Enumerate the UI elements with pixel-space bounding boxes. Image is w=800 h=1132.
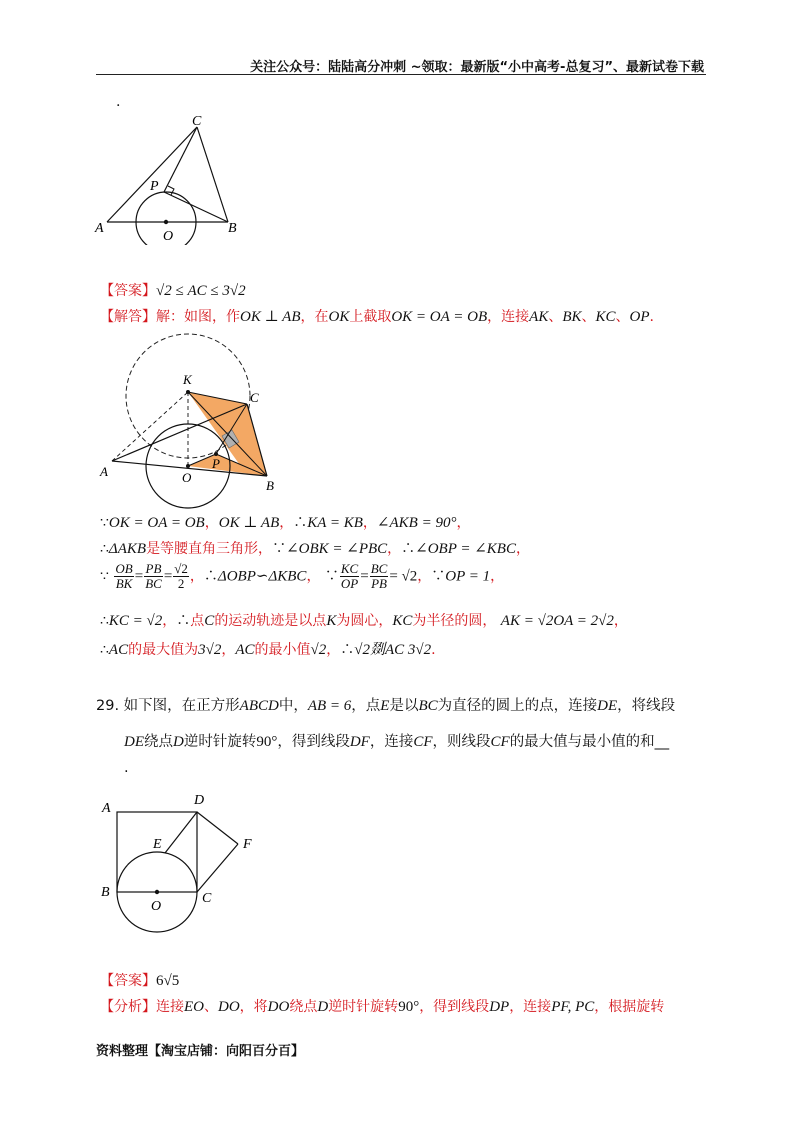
fig3-center-dot [155,890,159,894]
proof-l3-c1: ， [189,568,204,585]
proof-l4-kc: KC = √2 [108,613,163,629]
figure-2 [92,330,292,510]
fig3-label-f: F [243,837,252,852]
proof-l3-c4: ， [490,568,505,585]
proof-l3-because: ∵ [100,568,109,585]
solution-kc: KC [595,309,616,325]
proof-l1-therefore: ∴ [293,515,308,531]
proof-l5-ac: AC [108,642,129,658]
fig1-label-a: A [95,221,104,236]
answer-1-tag: 【答案】 [100,283,156,299]
proof-l3-eq3: = [360,568,369,585]
proof-l4-txt4: 为半径的圆， [412,613,497,629]
proof-l4-k: K [326,613,337,629]
proof-l4-ak: AK = √2OA = 2√2 [500,613,614,629]
proof-l5-therefore: ∴ [100,642,109,658]
fig1-segment-ac [107,127,197,222]
fig1-label-c: C [192,114,202,129]
figure-1 [90,110,260,245]
q29-de: DE [597,698,618,714]
proof-l2-ang2: ∠OBP = ∠KBC [415,541,516,557]
q29-line-2: DE绕点D逆时针旋转90°，得到线段DF，连接CF，则线段CF的最大值与最小值的和__ [124,734,670,750]
proof-l4-c1: ， [162,613,177,629]
fig3-label-e: E [153,837,162,852]
fig2-label-c: C [250,390,259,405]
fig2-label-p: P [212,456,220,471]
q29-bc: BC [418,698,438,714]
proof-l3-c3: ， [417,568,432,585]
proof-l2-therefore: ∴ [100,541,109,557]
solution-eq: OK = OA = OB [391,309,488,325]
proof-l1-angle: ∠AKB = 90° [376,515,457,531]
proof-line-5 [100,638,436,659]
proof-l3-because3: ∵ [431,568,446,585]
proof-l2-tri: ΔAKB [108,541,147,557]
q29-abcd: ABCD [239,698,279,714]
header-text: 关注公众号：陆陆高分冲刺 ~领取：最新版“小中高考-总复习”、最新试卷下载 [250,60,704,75]
proof-l1-c3: ， [362,515,377,531]
proof-l4-kc2: KC [392,613,413,629]
proof-l3-frac3: $\frac{√2}{2}$ [174,561,188,591]
proof-l4-txt2: 的运动轨迹是以点 [214,613,327,629]
analysis-pfpc: PF, PC [551,999,595,1015]
fig2-label-o: O [182,470,192,485]
proof-line-2 [100,538,530,558]
proof-l5-c2: ， [326,642,341,658]
fig1-center-dot [164,220,168,224]
fig3-label-o: O [151,899,162,914]
analysis-deg: 90° [398,999,420,1015]
proof-l1-perp: OK ⊥ AB [218,515,280,531]
proof-l3-frac5: $\frac{BC}{PB}$ [370,561,388,591]
q29-e: E [380,698,390,714]
fig2-point-k [186,390,190,394]
fig1-label-p: P [150,179,159,194]
analysis-do2: DO [267,999,290,1015]
analysis-eo: EO [184,999,204,1015]
solution-line [100,306,654,326]
proof-l5-v2: √2 [310,642,327,658]
proof-l3-op1: OP = 1 [445,568,491,585]
proof-l5-range: √2剟AC 3√2 [354,642,432,658]
header-rule [96,74,706,75]
q29-l2-deg: 90° [256,734,278,750]
answer-1 [100,280,246,300]
fig1-segment-bc [197,127,228,222]
top-dot: . [116,94,121,110]
solution-ok: OK [328,309,350,325]
fig1-segment-cp [164,127,197,192]
q29-ab: AB = 6 [307,698,352,714]
proof-l1-because: ∵ [100,515,109,531]
answer-2-tag: 【答案】 [100,973,156,989]
proof-l3-eq1: = [134,568,144,585]
analysis-d: D [317,999,329,1015]
proof-l2-because: ∵ [272,541,287,557]
solution-sep1: 、 [548,309,563,325]
proof-l1-eq: OK = OA = OB [108,515,205,531]
proof-line-1 [100,512,470,532]
proof-l5-txt2: 的最小值 [254,642,311,658]
q29-l2-de: DE [124,734,144,750]
solution-op: OP [629,309,650,325]
analysis-dp: DP [489,999,510,1015]
proof-l2-txt: 是等腰直角三角形， [146,541,273,557]
proof-line-4 [100,610,628,630]
proof-l3-sim: ΔOBP∽ΔKBC [217,568,307,585]
solution-bk: BK [562,309,582,325]
proof-l4-c: C [204,613,215,629]
proof-l1-ka: KA = KB [307,515,363,531]
fig3-segment-df [197,812,238,844]
proof-l4-txt3: 为圆心， [336,613,393,629]
analysis-line: 【分析】连接EO、DO，将DO绕点D逆时针旋转90°，得到线段DP，连接PF, PC，根据旋转 [100,999,665,1015]
fig3-label-b: B [101,885,110,900]
solution-intro: 解：如图，作 [156,309,240,325]
figure-3 [95,790,270,940]
footer-text: 资料整理【淘宝店铺：向阳百分百】 [96,1044,305,1059]
q29-l2-cf2: CF [490,734,510,750]
proof-l3-therefore: ∴ [203,568,218,585]
fig2-label-a: A [100,464,108,479]
fig1-label-b: B [228,221,237,236]
q29-l2-cf: CF [413,734,433,750]
q29-number: 29. [96,698,120,714]
fig3-segment-de [165,812,197,853]
proof-l5-end: . [431,642,436,658]
solution-sep2: 、 [581,309,596,325]
fig2-point-o [186,464,190,468]
solution-ak: AK [529,309,549,325]
proof-l1-c1: ， [204,515,219,531]
fig3-label-a: A [102,801,111,816]
proof-l3-frac4: $\frac{KC}{OP}$ [340,561,359,591]
fig3-segment-fc [197,844,238,892]
solution-ok-perp-ab: OK ⊥ AB [240,309,301,325]
q29-l2-df: DF [349,734,370,750]
proof-l1-c4: ， [456,515,471,531]
proof-l3-frac1: $\frac{OB}{BK}$ [115,561,133,591]
fig3-label-d: D [194,793,205,808]
proof-l2-c2: ， [515,541,530,557]
proof-l3-eq4: = √2 [389,568,418,585]
proof-l4-therefore: ∴ [100,613,109,629]
solution-tag: 【解答】 [100,309,156,325]
fig2-label-b: B [266,478,274,493]
proof-l2-c1: ， [387,541,402,557]
solution-sep3: 、 [615,309,630,325]
solution-mid3: ，连接 [487,309,530,325]
answer-2 [100,970,179,990]
proof-l1-c2: ， [279,515,294,531]
proof-l5-txt1: 的最大值为 [128,642,199,658]
proof-l3-because2: ∵ [324,568,339,585]
proof-l3-frac2: $\frac{PB}{BC}$ [145,561,162,591]
proof-l4-c2: ， [613,613,628,629]
answer-2-expr: 6√5 [156,973,180,989]
proof-l5-ac2: AC [235,642,255,658]
q29-l2-d: D [173,734,184,750]
proof-l5-v1: 3√2 [198,642,222,658]
proof-l2-therefore2: ∴ [401,541,416,557]
proof-l4-txt1: 点 [190,613,205,629]
solution-end: . [649,309,654,325]
fig2-segment-ak [112,392,188,461]
answer-1-expr: √2 ≤ AC ≤ 3√2 [156,283,246,299]
proof-line-3 [100,562,504,591]
analysis-do: DO [218,999,240,1015]
proof-l5-c1: ， [221,642,236,658]
q29-line-3: . [124,760,129,776]
fig2-label-k: K [183,372,192,387]
fig1-label-o: O [163,229,174,244]
solution-mid1: ，在 [300,309,329,325]
solution-mid2: 上截取 [349,309,392,325]
analysis-tag: 【分析】 [100,999,156,1015]
fig3-label-c: C [202,891,212,906]
proof-l3-eq2: = [163,568,173,585]
proof-l2-ang: ∠OBK = ∠PBC [286,541,388,557]
proof-l3-c2: ， [306,568,321,585]
proof-l4-therefore2: ∴ [176,613,191,629]
proof-l5-therefore2: ∴ [340,642,355,658]
q29-line-1: 29. 如下图，在正方形ABCD中，AB = 6，点E是以BC为直径的圆上的点，连接DE，将线段 [96,698,676,714]
